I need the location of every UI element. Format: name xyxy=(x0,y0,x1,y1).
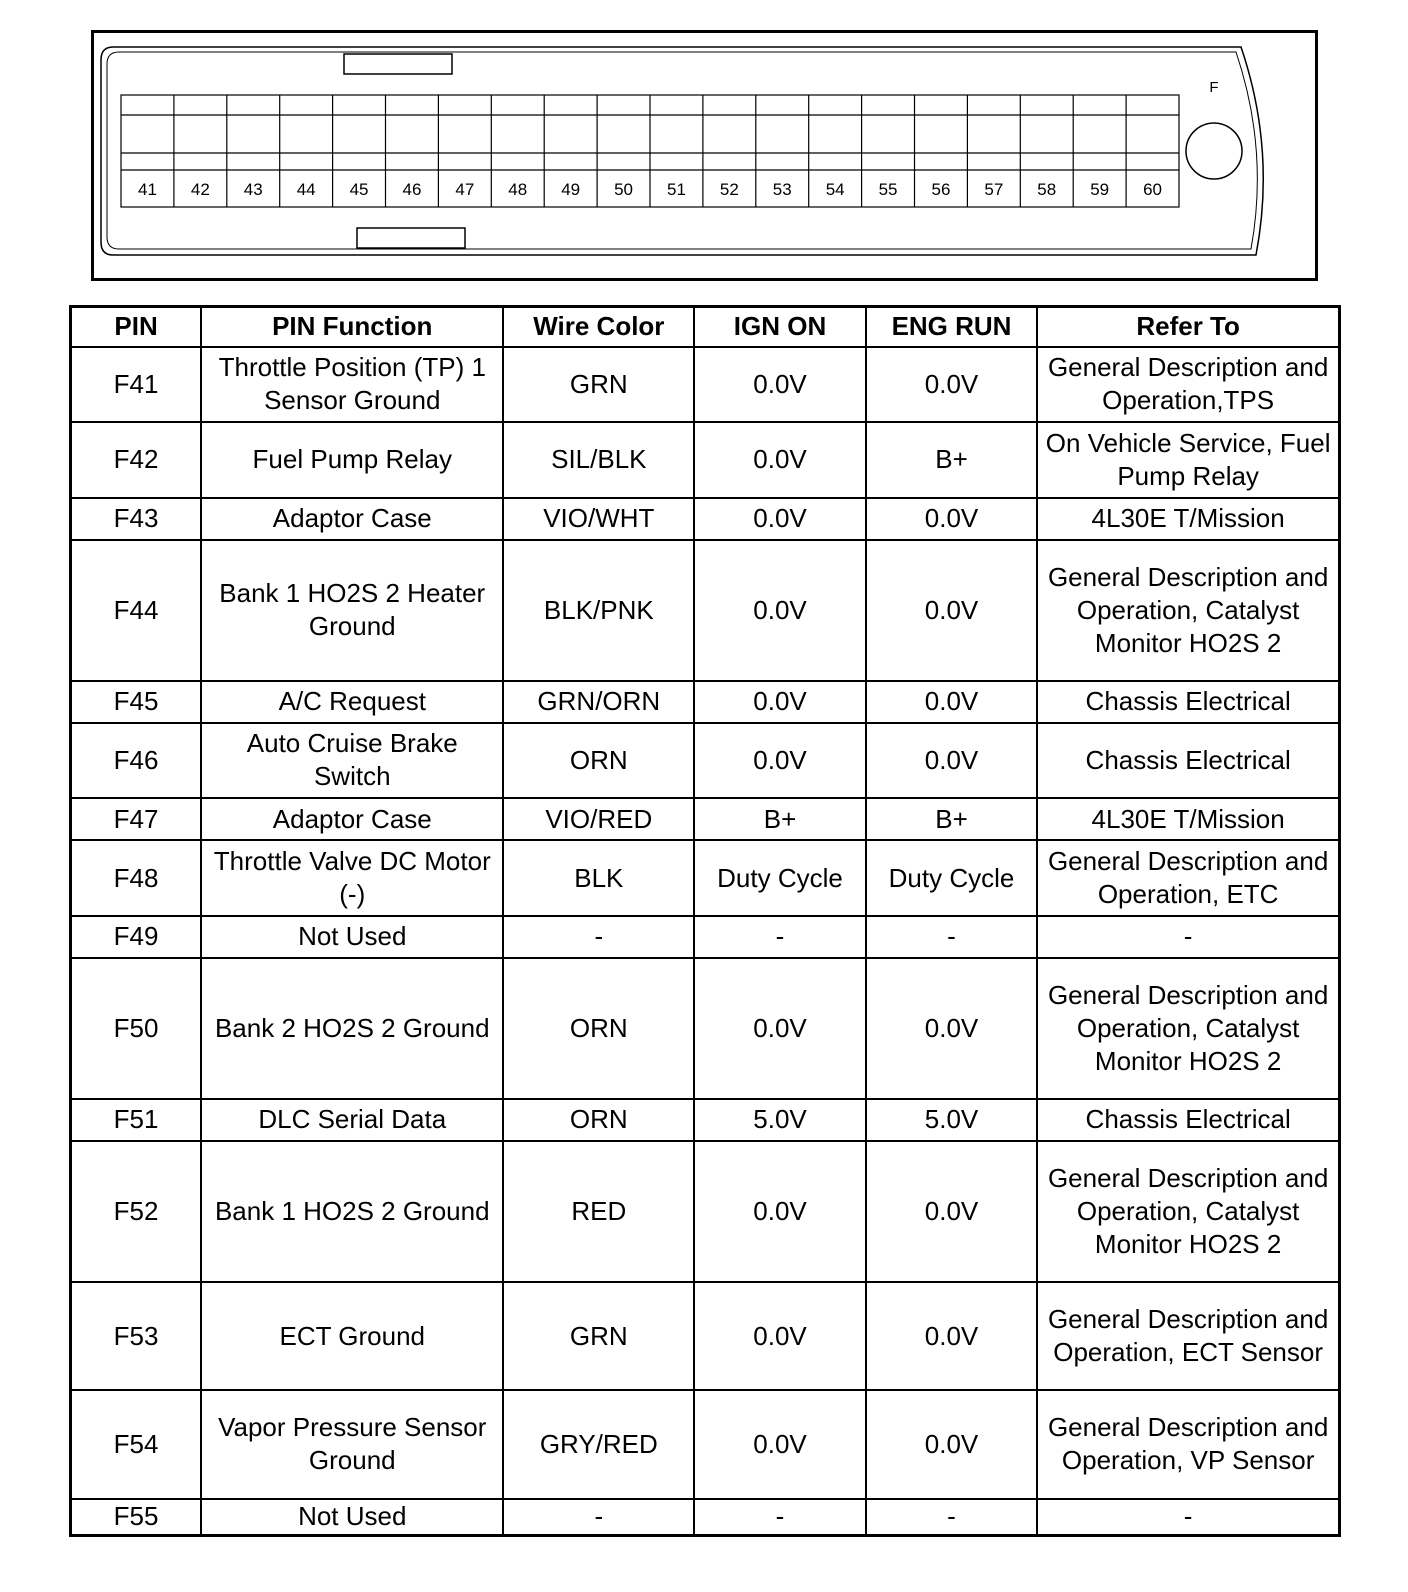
cell-pin: F48 xyxy=(71,840,202,916)
cell-pin: F55 xyxy=(71,1499,202,1536)
table-row xyxy=(71,681,1340,723)
cell-wire-color: RED xyxy=(503,1141,694,1282)
pin-number-60: 60 xyxy=(1143,180,1163,199)
table-row xyxy=(71,958,1340,1099)
cell-wire-color: BLK/PNK xyxy=(503,540,694,681)
cell-wire-color: VIO/RED xyxy=(503,798,694,840)
pin-number-51: 51 xyxy=(666,180,686,199)
cell-refer-to: General Description and Operation, Catalyst Monitor HO2S 2 xyxy=(1037,1141,1339,1282)
cell-ign-on: 0.0V xyxy=(694,347,866,423)
pin-number-50: 50 xyxy=(614,180,634,199)
cell-ign-on: 0.0V xyxy=(694,723,866,799)
pin-number-41: 41 xyxy=(137,180,157,199)
cell-refer-to: General Description and Operation, VP Sensor xyxy=(1037,1390,1339,1498)
cell-eng-run: - xyxy=(866,1499,1038,1536)
cell-ign-on: 5.0V xyxy=(694,1099,866,1141)
pin-number-52: 52 xyxy=(719,180,739,199)
cell-ign-on: 0.0V xyxy=(694,540,866,681)
cell-eng-run: 0.0V xyxy=(866,540,1038,681)
connector-label: F xyxy=(1209,79,1219,96)
cell-wire-color: ORN xyxy=(503,958,694,1099)
header-eng-run: ENG RUN xyxy=(866,307,1038,347)
header-ign-on: IGN ON xyxy=(694,307,866,347)
table-row xyxy=(71,347,1340,423)
pin-number-48: 48 xyxy=(508,180,528,199)
cell-ign-on: 0.0V xyxy=(694,681,866,723)
cell-eng-run: 0.0V xyxy=(866,1282,1038,1390)
table-row xyxy=(71,840,1340,916)
cell-function: Adaptor Case xyxy=(201,798,503,840)
cell-function: Throttle Position (TP) 1 Sensor Ground xyxy=(201,347,503,423)
cell-eng-run: 0.0V xyxy=(866,681,1038,723)
table-header-row xyxy=(71,307,1340,347)
cell-refer-to: - xyxy=(1037,1499,1339,1536)
cell-function: A/C Request xyxy=(201,681,503,723)
cell-wire-color: SIL/BLK xyxy=(503,422,694,498)
cell-function: ECT Ground xyxy=(201,1282,503,1390)
table-row xyxy=(71,1282,1340,1390)
table-row xyxy=(71,723,1340,799)
cell-ign-on: - xyxy=(694,1499,866,1536)
cell-ign-on: 0.0V xyxy=(694,422,866,498)
table-row xyxy=(71,916,1340,958)
pin-number-53: 53 xyxy=(772,180,792,199)
cell-function: DLC Serial Data xyxy=(201,1099,503,1141)
header-wire-color: Wire Color xyxy=(503,307,694,347)
cell-eng-run: 0.0V xyxy=(866,498,1038,540)
pin-number-56: 56 xyxy=(931,180,951,199)
table-row xyxy=(71,1099,1340,1141)
cell-function: Throttle Valve DC Motor (-) xyxy=(201,840,503,916)
cell-pin: F47 xyxy=(71,798,202,840)
bottom-latch xyxy=(357,228,465,248)
cell-eng-run: - xyxy=(866,916,1038,958)
pin-number-58: 58 xyxy=(1037,180,1057,199)
table-row xyxy=(71,498,1340,540)
cell-wire-color: ORN xyxy=(503,723,694,799)
cell-pin: F54 xyxy=(71,1390,202,1498)
cell-pin: F45 xyxy=(71,681,202,723)
cell-refer-to: General Description and Operation, ETC xyxy=(1037,840,1339,916)
pin-number-42: 42 xyxy=(190,180,210,199)
pin-number-54: 54 xyxy=(825,180,845,199)
cell-eng-run: 0.0V xyxy=(866,1390,1038,1498)
pin-number-49: 49 xyxy=(561,180,581,199)
cell-wire-color: GRN xyxy=(503,347,694,423)
cell-refer-to: General Description and Operation,TPS xyxy=(1037,347,1339,423)
cell-eng-run: 0.0V xyxy=(866,723,1038,799)
cell-ign-on: 0.0V xyxy=(694,1141,866,1282)
cell-pin: F46 xyxy=(71,723,202,799)
table-row xyxy=(71,1141,1340,1282)
cell-pin: F52 xyxy=(71,1141,202,1282)
pin-number-57: 57 xyxy=(984,180,1004,199)
cell-function: Bank 1 HO2S 2 Ground xyxy=(201,1141,503,1282)
cell-wire-color: ORN xyxy=(503,1099,694,1141)
cell-function: Adaptor Case xyxy=(201,498,503,540)
cell-pin: F43 xyxy=(71,498,202,540)
cell-eng-run: B+ xyxy=(866,422,1038,498)
header-pin-function: PIN Function xyxy=(201,307,503,347)
cell-eng-run: 0.0V xyxy=(866,958,1038,1099)
cell-wire-color: - xyxy=(503,1499,694,1536)
cell-ign-on: B+ xyxy=(694,798,866,840)
cell-wire-color: GRN/ORN xyxy=(503,681,694,723)
cell-ign-on: 0.0V xyxy=(694,958,866,1099)
table-row xyxy=(71,540,1340,681)
cell-eng-run: 5.0V xyxy=(866,1099,1038,1141)
cell-refer-to: On Vehicle Service, Fuel Pump Relay xyxy=(1037,422,1339,498)
cell-ign-on: Duty Cycle xyxy=(694,840,866,916)
cell-eng-run: 0.0V xyxy=(866,347,1038,423)
pin-number-44: 44 xyxy=(296,180,316,199)
cell-ign-on: - xyxy=(694,916,866,958)
cell-eng-run: Duty Cycle xyxy=(866,840,1038,916)
cell-pin: F53 xyxy=(71,1282,202,1390)
cell-refer-to: 4L30E T/Mission xyxy=(1037,498,1339,540)
cell-eng-run: B+ xyxy=(866,798,1038,840)
pin-number-46: 46 xyxy=(402,180,422,199)
cell-wire-color: GRY/RED xyxy=(503,1390,694,1498)
table-row xyxy=(71,422,1340,498)
cell-refer-to: General Description and Operation, ECT Sensor xyxy=(1037,1282,1339,1390)
cell-ign-on: 0.0V xyxy=(694,498,866,540)
cell-pin: F50 xyxy=(71,958,202,1099)
cell-pin: F44 xyxy=(71,540,202,681)
cell-refer-to: 4L30E T/Mission xyxy=(1037,798,1339,840)
cell-ign-on: 0.0V xyxy=(694,1390,866,1498)
header-refer-to: Refer To xyxy=(1037,307,1339,347)
cell-ign-on: 0.0V xyxy=(694,1282,866,1390)
pin-number-55: 55 xyxy=(878,180,898,199)
cell-pin: F51 xyxy=(71,1099,202,1141)
cell-refer-to: General Description and Operation, Catalyst Monitor HO2S 2 xyxy=(1037,540,1339,681)
cell-wire-color: VIO/WHT xyxy=(503,498,694,540)
cell-wire-color: - xyxy=(503,916,694,958)
pin-table xyxy=(69,305,1341,1537)
cell-refer-to: - xyxy=(1037,916,1339,958)
cell-wire-color: BLK xyxy=(503,840,694,916)
top-latch xyxy=(344,54,452,74)
connector-key-circle xyxy=(1186,123,1242,179)
table-row xyxy=(71,798,1340,840)
cell-pin: F42 xyxy=(71,422,202,498)
table-row xyxy=(71,1390,1340,1498)
cell-wire-color: GRN xyxy=(503,1282,694,1390)
connector-frame xyxy=(93,32,1317,280)
cell-refer-to: General Description and Operation, Catalyst Monitor HO2S 2 xyxy=(1037,958,1339,1099)
cell-function: Bank 2 HO2S 2 Ground xyxy=(201,958,503,1099)
cell-function: Bank 1 HO2S 2 Heater Ground xyxy=(201,540,503,681)
cell-refer-to: Chassis Electrical xyxy=(1037,723,1339,799)
cell-function: Vapor Pressure Sensor Ground xyxy=(201,1390,503,1498)
cell-function: Fuel Pump Relay xyxy=(201,422,503,498)
cell-refer-to: Chassis Electrical xyxy=(1037,1099,1339,1141)
cell-refer-to: Chassis Electrical xyxy=(1037,681,1339,723)
connector-diagram xyxy=(91,30,1318,281)
cell-pin: F49 xyxy=(71,916,202,958)
header-pin: PIN xyxy=(71,307,202,347)
cell-eng-run: 0.0V xyxy=(866,1141,1038,1282)
cell-function: Not Used xyxy=(201,1499,503,1536)
pin-number-47: 47 xyxy=(455,180,475,199)
cell-function: Not Used xyxy=(201,916,503,958)
cell-function: Auto Cruise Brake Switch xyxy=(201,723,503,799)
table-row xyxy=(71,1499,1340,1536)
pin-number-59: 59 xyxy=(1090,180,1110,199)
cell-pin: F41 xyxy=(71,347,202,423)
pin-grid xyxy=(121,95,1179,207)
pin-number-43: 43 xyxy=(243,180,263,199)
pin-number-45: 45 xyxy=(349,180,369,199)
